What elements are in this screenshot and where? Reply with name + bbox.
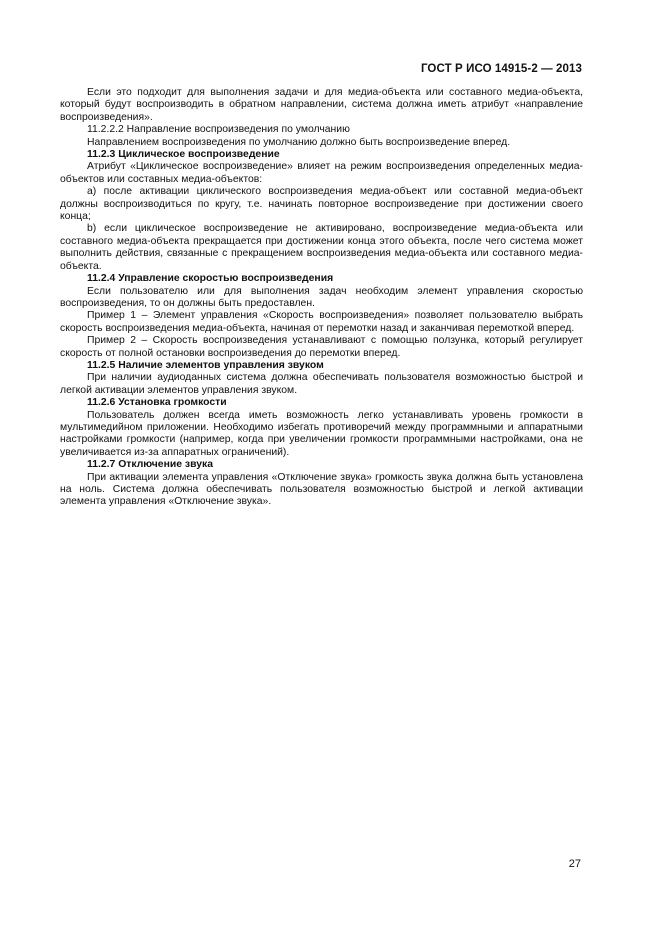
example-paragraph: Пример 1 – Элемент управления «Скорость воспроизведения» позволяет пользователю выбрать скорость воспроизведения медиа-объекта, начиная от перемотки назад и заканчивая перемоткой вперед.: [60, 310, 583, 334]
document-header: ГОСТ Р ИСО 14915-2 — 2013: [420, 63, 582, 75]
paragraph: Если это подходит для выполнения задачи и для медиа-объекта или составного медиа-объекта, который будут воспроизводить в обратном направлении, система должна иметь атрибут «направление воспроизведения».: [60, 87, 583, 123]
paragraph: Пользователь должен всегда иметь возможность легко устанавливать уровень громкости в мультимедийном приложении. Необходимо избегать противоречий между программными и аппаратными настройками громкости (например, когда при увеличении громкости программными настройками, она не увеличивается из-за аппаратных ограничений).: [60, 409, 583, 458]
section-heading: 11.2.7 Отключение звука: [87, 459, 213, 471]
document-body: [60, 87, 583, 509]
paragraph: Направлением воспроизведения по умолчанию должно быть воспроизведение вперед.: [87, 136, 511, 148]
paragraph: Если пользователю или для выполнения задач необходим элемент управления скоростью воспроизведения, то он должны быть предоставлен.: [60, 285, 583, 309]
section-heading: 11.2.5 Наличие элементов управления звуком: [87, 359, 324, 371]
section-heading: 11.2.4 Управление скоростью воспроизведения: [87, 273, 334, 285]
list-item: b) если циклическое воспроизведение не активировано, воспроизведение медиа-объекта или составного медиа-объекта прекращается при достижении конца этого объекта, после чего система может выполнить действия, связанные с прекращением воспроизведения медиа-объекта или составного медиа-объекта.: [60, 223, 583, 272]
paragraph: Атрибут «Циклическое воспроизведение» влияет на режим воспроизведения определенных медиа-объектов или составных медиа-объектов:: [60, 161, 583, 185]
list-item: a) после активации циклического воспроизведения медиа-объект или составной медиа-объект должны воспроизводиться по кругу, т.е. начинать повторное воспроизведение при достижении своего конца;: [60, 186, 583, 223]
section-heading: 11.2.3 Циклическое воспроизведение: [87, 149, 280, 161]
section-heading: 11.2.6 Установка громкости: [87, 397, 227, 409]
page-number: 27: [568, 858, 581, 870]
subsection-title: 11.2.2.2 Направление воспроизведения по умолчанию: [87, 124, 350, 136]
paragraph: При активации элемента управления «Отключение звука» громкость звука должна быть установлена на ноль. Система должна обеспечивать пользователя возможностью быстрой и легкой активации элемента управления «Отключение звука».: [60, 471, 583, 508]
example-paragraph: Пример 2 – Скорость воспроизведения устанавливают с помощью ползунка, который регулирует скорость от полной остановки воспроизведения до перемотки вперед.: [60, 335, 583, 359]
paragraph: При наличии аудиоданных система должна обеспечивать пользователя возможностью быстрой и легкой активации элементов управления звуком.: [60, 372, 583, 396]
